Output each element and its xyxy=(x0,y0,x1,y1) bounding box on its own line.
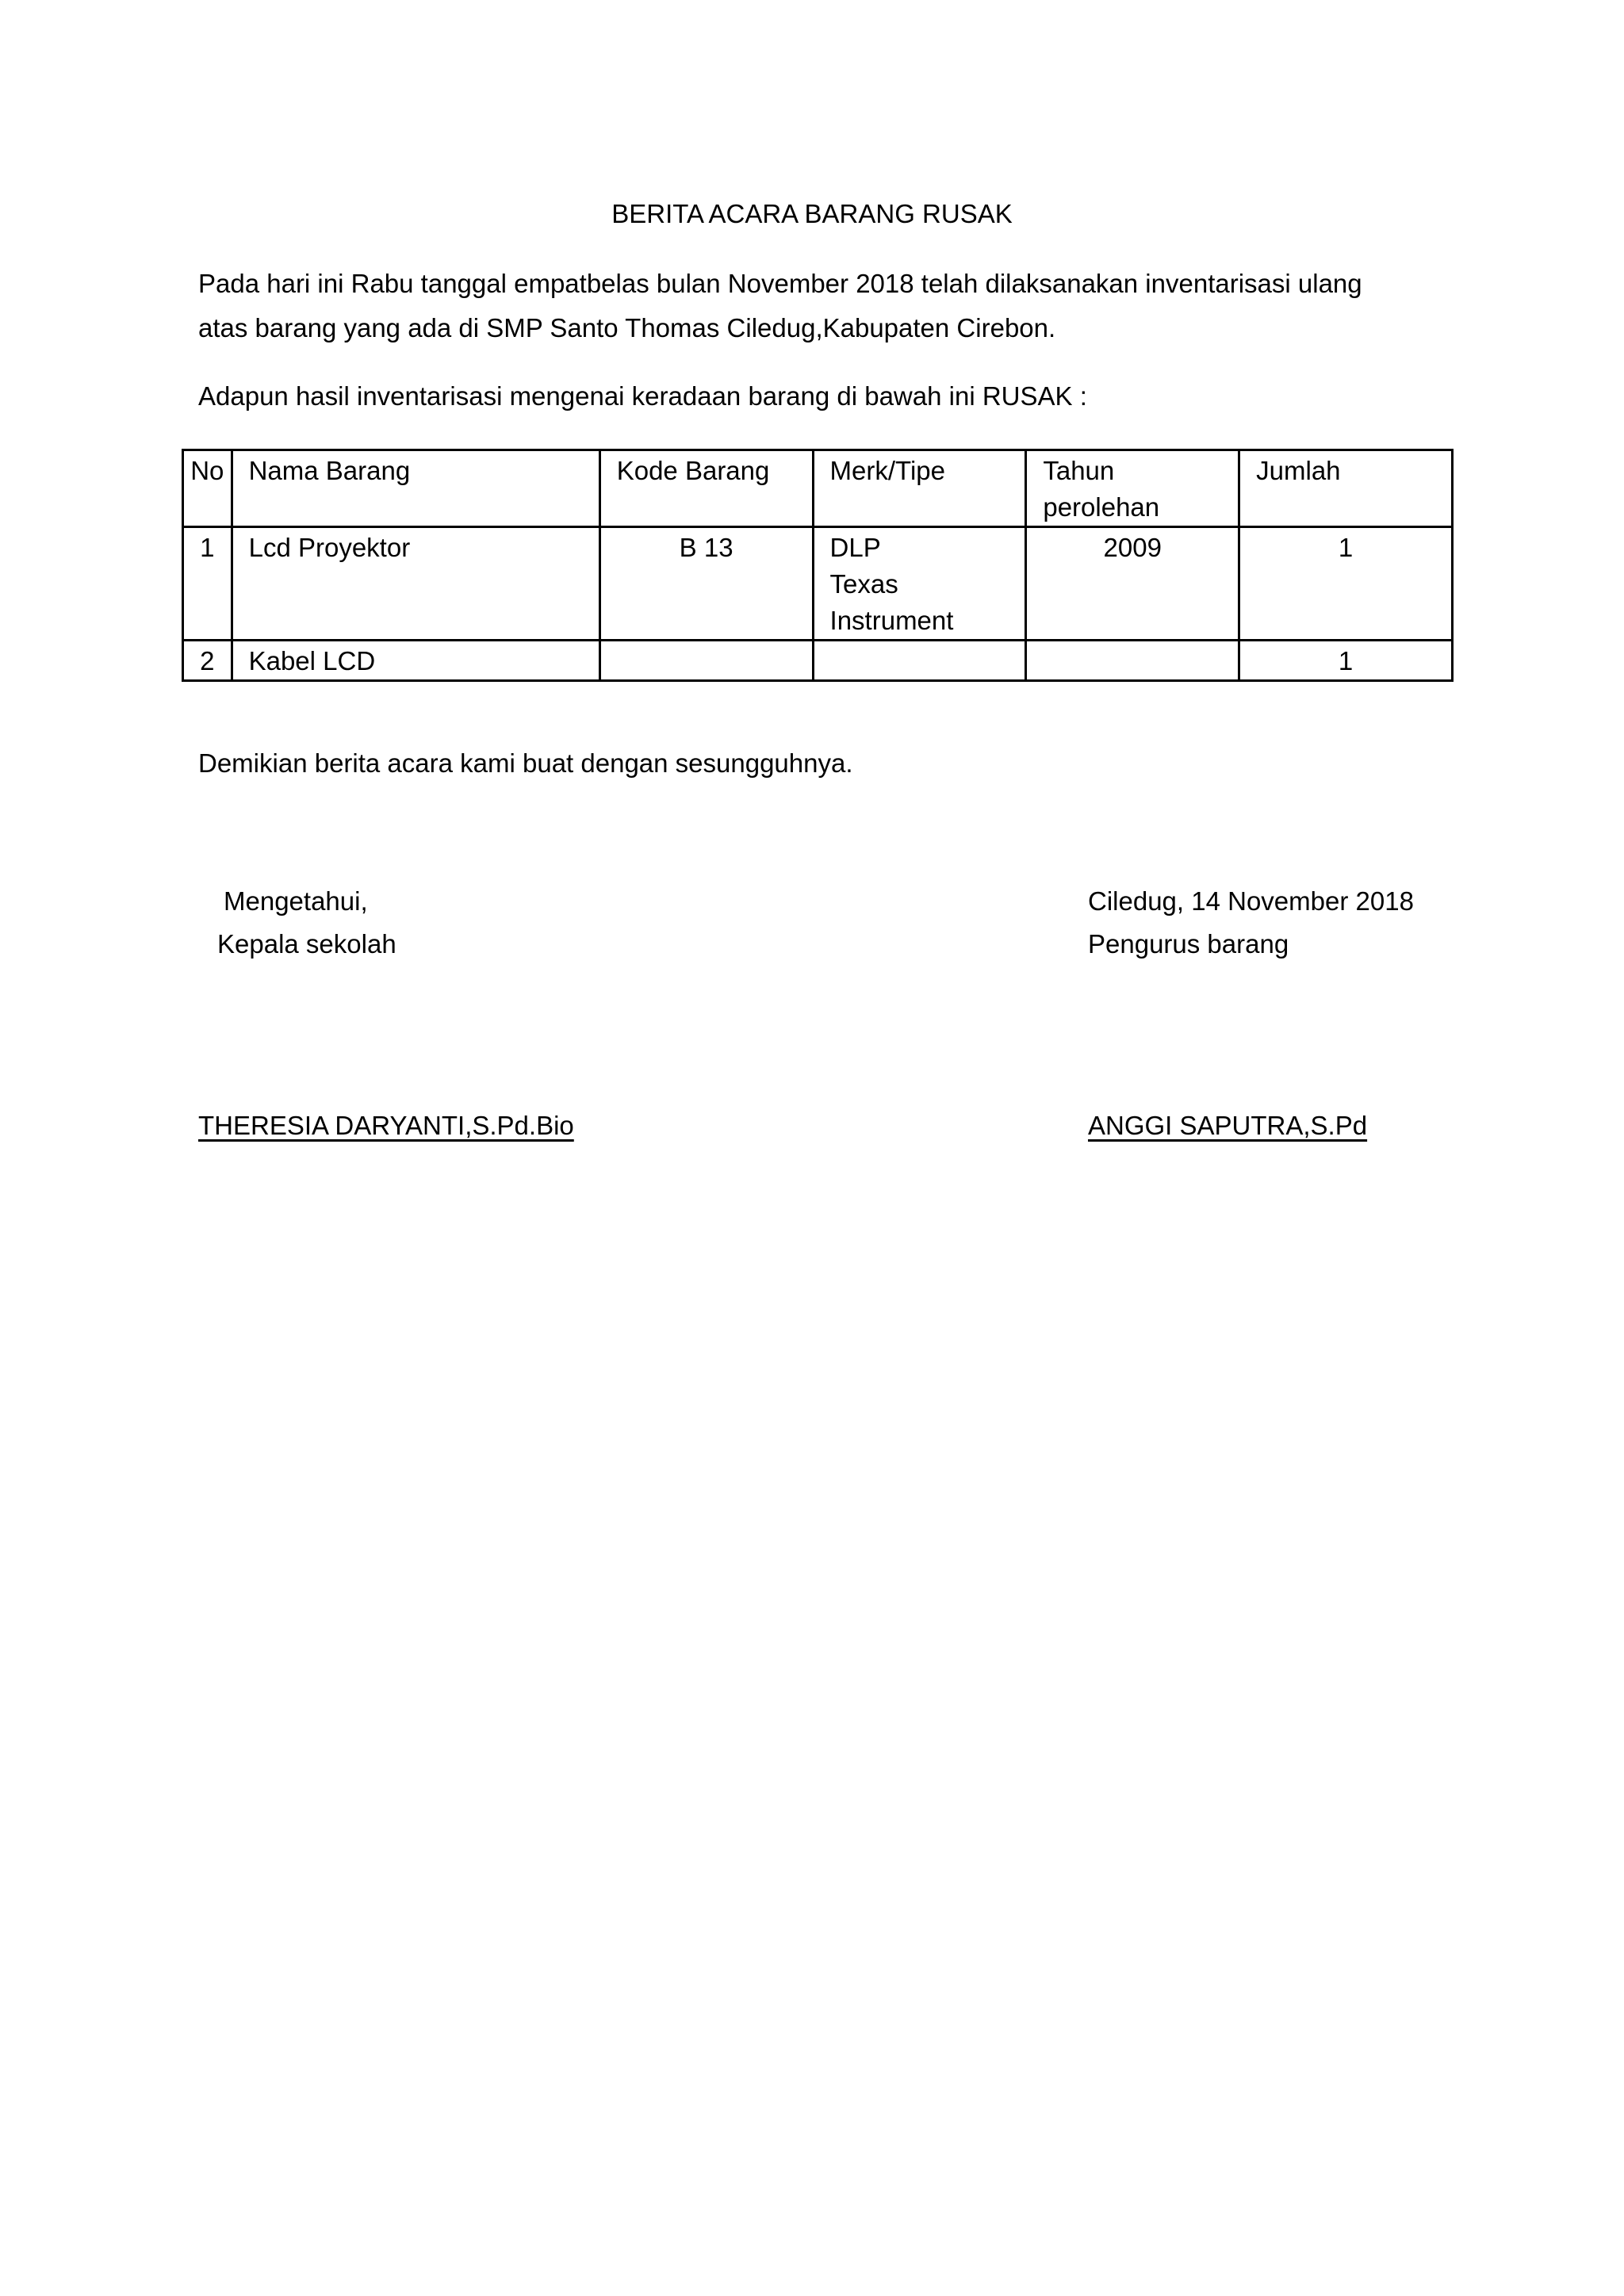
signatory-name-right: ANGGI SAPUTRA,S.Pd xyxy=(1088,1111,1368,1140)
inventory-table xyxy=(182,449,1454,682)
cell-merk-line-1: DLP xyxy=(829,533,881,562)
table-row xyxy=(183,527,1453,641)
cell-merk-line-2: Texas xyxy=(829,569,898,599)
table-header-row xyxy=(183,450,1453,527)
cell-jumlah: 1 xyxy=(1239,527,1453,641)
signature-right-line-1: Ciledug, 14 November 2018 xyxy=(1088,886,1414,916)
cell-jumlah: 1 xyxy=(1239,641,1453,681)
table-row xyxy=(183,641,1453,681)
cell-tahun-perolehan xyxy=(1026,641,1239,681)
result-paragraph: Adapun hasil inventarisasi mengenai keradaan barang di bawah ini RUSAK : xyxy=(198,381,1087,411)
signature-right-line-2: Pengurus barang xyxy=(1088,929,1289,959)
cell-merk-tipe xyxy=(813,641,1026,681)
cell-kode-barang xyxy=(599,641,813,681)
header-tahun-line-2: perolehan xyxy=(1043,492,1160,522)
signature-block-left xyxy=(217,880,396,966)
cell-nama-barang: Lcd Proyektor xyxy=(232,527,599,641)
intro-line-1: Pada hari ini Rabu tanggal empatbelas bulan November 2018 telah dilaksanakan inventarisasi ulang xyxy=(198,269,1362,298)
header-jumlah: Jumlah xyxy=(1239,450,1453,527)
cell-merk-line-3: Instrument xyxy=(829,606,954,635)
document-title: BERITA ACARA BARANG RUSAK xyxy=(611,199,1013,228)
cell-no: 2 xyxy=(183,641,232,681)
header-no: No xyxy=(183,450,232,527)
signature-block-right xyxy=(1088,880,1414,966)
header-nama-barang: Nama Barang xyxy=(232,450,599,527)
cell-merk-tipe xyxy=(813,527,1026,641)
header-merk-tipe: Merk/Tipe xyxy=(813,450,1026,527)
cell-tahun-perolehan: 2009 xyxy=(1026,527,1239,641)
signatory-name-left: THERESIA DARYANTI,S.Pd.Bio xyxy=(198,1111,574,1140)
intro-paragraph xyxy=(198,262,1467,350)
closing-paragraph: Demikian berita acara kami buat dengan sesungguhnya. xyxy=(198,748,853,778)
intro-line-2: atas barang yang ada di SMP Santo Thomas Ciledug,Kabupaten Cirebon. xyxy=(198,313,1056,342)
signature-left-line-1: Mengetahui, xyxy=(224,886,368,916)
header-tahun-line-1: Tahun xyxy=(1043,456,1115,485)
header-kode-barang: Kode Barang xyxy=(599,450,813,527)
header-tahun-perolehan xyxy=(1026,450,1239,527)
cell-no: 1 xyxy=(183,527,232,641)
cell-nama-barang: Kabel LCD xyxy=(232,641,599,681)
signature-left-line-2: Kepala sekolah xyxy=(217,929,396,959)
cell-kode-barang: B 13 xyxy=(599,527,813,641)
